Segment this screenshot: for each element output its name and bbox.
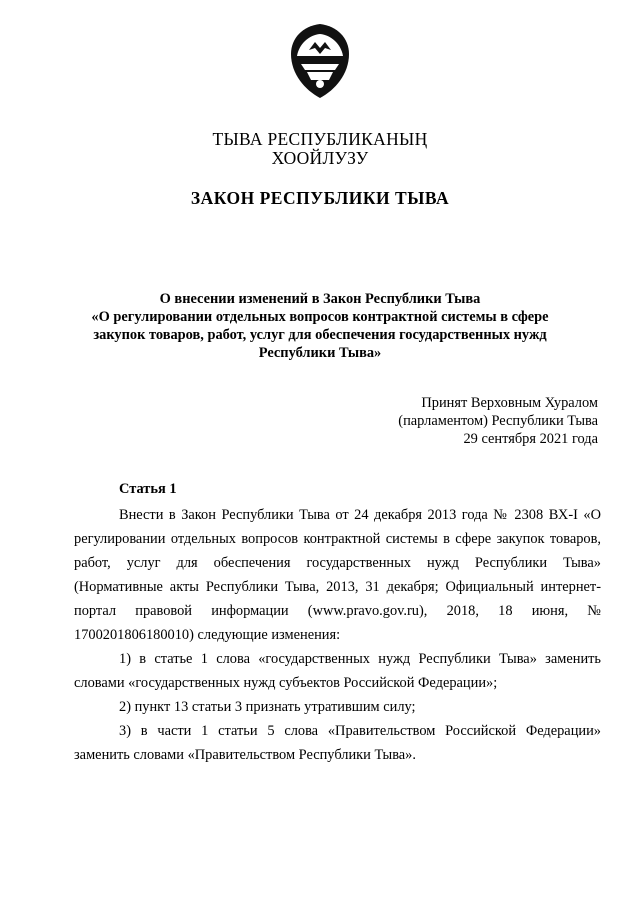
law-title-line4: Республики Тыва» [258, 345, 382, 361]
law-title-line2: «О регулировании отдельных вопросов контрактной системы в сфере [91, 309, 549, 325]
republic-emblem [285, 22, 355, 102]
adoption-line2: (парламентом) Республики Тыва [398, 413, 598, 429]
law-title [75, 290, 565, 362]
law-title-line3: закупок товаров, работ, услуг для обеспечения государственных нужд [93, 327, 547, 343]
republic-title [0, 130, 640, 168]
adoption-note [398, 394, 598, 448]
article-item-3: 3) в части 1 статьи 5 слова «Правительством Российской Федерации» заменить словами «Правительством Республики Тыва». [74, 723, 601, 763]
document-type-title: ЗАКОН РЕСПУБЛИКИ ТЫВА [190, 188, 450, 208]
article-intro-paragraph: Внести в Закон Республики Тыва от 24 декабря 2013 года № 2308 ВХ-I «О регулировании отдельных вопросов контрактной системы в сфере закупок товаров, работ, услуг для обеспечения государственных нужд Республики Тыва» (Нормативные акты Республики Тыва, 2013, 31 декабря; Официальный интернет-портал правовой информации (www.pravo.gov.ru), 2018, 18 июня, № 1700201806180010) следующие изменения: [74, 507, 601, 643]
article-item-1: 1) в статье 1 слова «государственных нужд Республики Тыва» заменить словами «государственных нужд субъектов Российской Федерации»; [74, 651, 601, 691]
adoption-date: 29 сентября 2021 года [463, 431, 598, 447]
republic-title-line2: ХООЙЛУЗУ [271, 148, 369, 168]
adoption-line1: Принят Верховным Хуралом [421, 395, 598, 411]
article-body [74, 503, 601, 767]
republic-title-line1: ТЫВА РЕСПУБЛИКАНЫҢ [212, 129, 428, 149]
article-item-2: 2) пункт 13 статьи 3 признать утратившим силу; [119, 699, 416, 715]
law-title-line1: О внесении изменений в Закон Республики Тыва [159, 291, 481, 307]
article-heading: Статья 1 [119, 481, 177, 497]
